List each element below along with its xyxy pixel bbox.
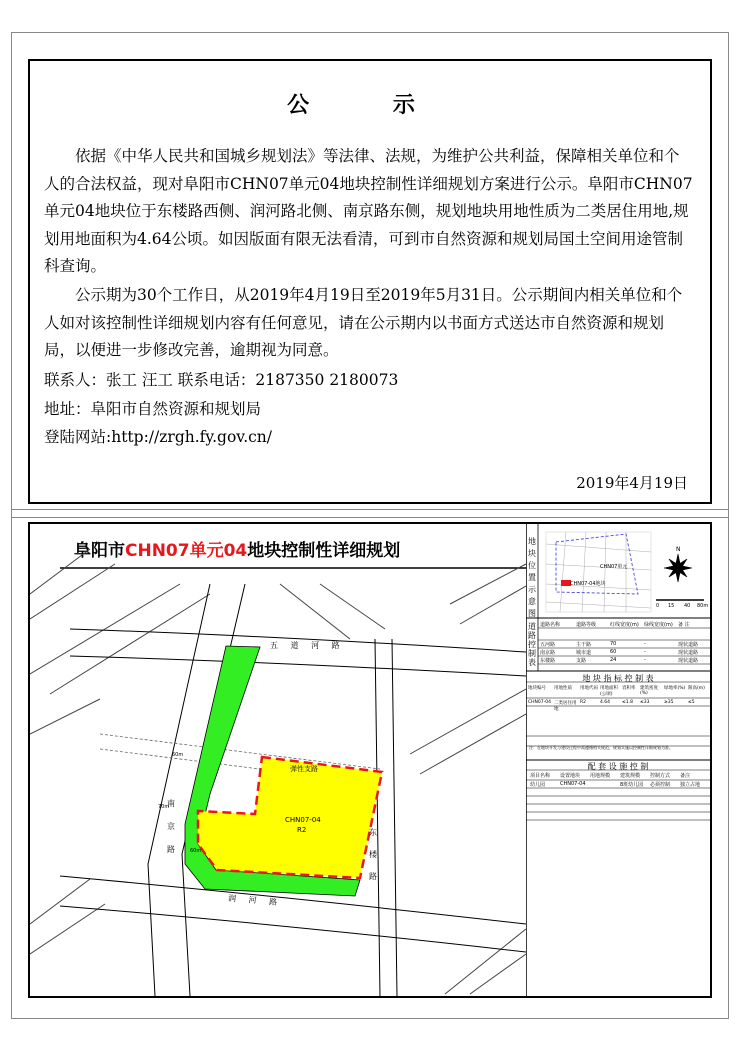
compass-north: N bbox=[676, 546, 681, 553]
facility-cell: 幼儿园 bbox=[530, 782, 546, 788]
facility-table-title: 配 套 设 施 控 制 bbox=[587, 762, 649, 771]
parcel-code-label: CHN07-04 bbox=[285, 816, 321, 824]
facility-cell bbox=[590, 781, 620, 788]
width-label-70: 70m bbox=[158, 804, 170, 810]
road-cell: 现状道路 bbox=[678, 658, 699, 664]
indicator-cell: ≤5 bbox=[688, 700, 695, 705]
indicator-cell: ≤33 bbox=[640, 700, 650, 705]
road-cell: 主干路 bbox=[576, 642, 592, 648]
road-cell: - bbox=[644, 657, 646, 663]
notice-paragraph-1: 依据《中华人民共和国城乡规划法》等法律、法规，为维护公共利益，保障相关单位和个人的合法权益，现对阜阳市CHN07单元04地块控制性详细规划方案进行公示。阜阳市CHN07单元04地块位于东楼路西侧、润河路北侧、南京路东侧，规划地块用地性质为二类居住用地,规划用地面积为4.64公顷。如因版面有限无法看清，可到市自然资源和规划局国土空间用途管制科查询。 bbox=[44, 147, 693, 276]
indicator-header: 限高(m) bbox=[688, 686, 705, 691]
road-cell: 城市道 bbox=[576, 650, 592, 656]
indicator-header: 绿地率(%) bbox=[664, 686, 686, 691]
facility-header: 项目名称 bbox=[530, 773, 551, 779]
road-header-4: 备 注 bbox=[678, 622, 690, 628]
road-cell: 支路 bbox=[576, 658, 587, 664]
road-cell: 现状道路 bbox=[678, 642, 699, 648]
branch-road-label: 弹性支路 bbox=[290, 765, 318, 773]
road-table-headers bbox=[540, 621, 710, 628]
road-label-north: 五 道 河 路 bbox=[270, 641, 345, 650]
indicator-table-headers bbox=[528, 685, 710, 697]
road-label-south: 润 河 路 bbox=[227, 893, 283, 908]
facility-cell: 独立占地 bbox=[680, 782, 701, 788]
notice-date: 2019年4月19日 bbox=[576, 474, 688, 492]
location-unit-label: CHN07单元 bbox=[600, 564, 628, 570]
road-cell: 24 bbox=[610, 657, 617, 663]
indicator-cell: ≤1.8 bbox=[622, 700, 633, 705]
indicator-cell: CHN07-04 bbox=[528, 700, 551, 705]
facility-header: 设置地块 bbox=[560, 773, 581, 779]
facility-header: 用地规模 bbox=[590, 773, 611, 779]
location-panel-label: 地块位置示意图 bbox=[528, 537, 536, 618]
location-parcel-label: CHN07-04地块 bbox=[570, 581, 606, 587]
indicator-header: 地块编号 bbox=[528, 686, 546, 691]
road-cell: 现状道路 bbox=[678, 650, 699, 656]
road-cell: 南京路 bbox=[540, 650, 556, 656]
indicator-header: 用地面积(公顷) bbox=[600, 686, 618, 697]
facility-cell: CHN07-04 bbox=[560, 781, 586, 787]
scale-80: 80m bbox=[697, 603, 709, 609]
notice-contact: 联系人：张工 汪工 联系电话：2187350 2180073 bbox=[44, 371, 399, 389]
parcel-use-label: R2 bbox=[297, 826, 307, 834]
road-row-1 bbox=[540, 649, 710, 656]
width-label-60: 60m bbox=[172, 752, 184, 758]
indicator-table-title: 地 块 指 标 控 制 表 bbox=[582, 674, 654, 683]
road-label-west: 南京路 bbox=[167, 799, 175, 854]
scale-0: 0 bbox=[656, 603, 660, 609]
plan-title-highlight: CHN07单元04 bbox=[125, 541, 248, 561]
road-cell: - bbox=[644, 649, 646, 655]
facility-header: 建筑规模 bbox=[620, 773, 641, 779]
facility-table-row bbox=[530, 781, 710, 788]
indicator-cell: R2 bbox=[580, 700, 586, 705]
indicator-cell: 4.64 bbox=[600, 700, 611, 705]
indicator-header: 用地性质 bbox=[554, 686, 572, 691]
road-cell: 五河路 bbox=[540, 642, 556, 648]
indicator-cell: 二类居住用地 bbox=[554, 701, 577, 712]
indicator-header: 建筑密度(%) bbox=[640, 686, 658, 696]
road-row-2 bbox=[540, 657, 710, 664]
plan-title-suffix: 地块控制性详细规划 bbox=[247, 541, 401, 561]
road-panel-label: 道路控制表 bbox=[528, 622, 536, 667]
road-header-0: 道路名称 bbox=[540, 622, 561, 628]
plan-map bbox=[30, 524, 526, 996]
indicator-header: 容积率 bbox=[622, 686, 636, 691]
scale-15: 15 bbox=[668, 603, 675, 609]
road-cell: 东楼路 bbox=[540, 658, 556, 664]
indicator-header: 用地代码 bbox=[580, 686, 598, 691]
width-label-60b: 60m bbox=[190, 848, 202, 854]
facility-cell: 必须控制 bbox=[650, 782, 671, 788]
road-header-1: 道路等级 bbox=[576, 622, 597, 628]
indicator-table-row bbox=[528, 700, 710, 712]
road-header-3: 绿线宽度(m) bbox=[644, 622, 673, 628]
plan-title-prefix: 阜阳市 bbox=[74, 541, 125, 561]
notice-address: 地址：阜阳市自然资源和规划局 bbox=[44, 400, 262, 418]
notice-website: 登陆网站:http://zrgh.fy.gov.cn/ bbox=[44, 428, 273, 446]
road-label-east: 东楼路 bbox=[369, 828, 377, 881]
facility-table-headers bbox=[530, 772, 710, 779]
facility-header: 控制方式 bbox=[650, 773, 671, 779]
facility-header: 备注 bbox=[680, 773, 691, 779]
indicator-cell: ≥35 bbox=[664, 700, 674, 705]
notice-title: 公 示 bbox=[287, 92, 453, 118]
indicator-table-note: 注：在地块开发与建设过程中需遵循相关规范，规划实施以控制性详细规划为准。 bbox=[529, 745, 673, 750]
notice-paragraph-2: 公示期为30个工作日，从2019年4月19日至2019年5月31日。公示期间内相关单位和个人如对该控制性详细规划内容有任何意见，请在公示期内以书面方式送达市自然资源和规划局，以便进一步修改完善，逾期视为同意。 bbox=[44, 286, 683, 360]
scale-40: 40 bbox=[684, 603, 691, 609]
road-cell: 70 bbox=[610, 641, 617, 647]
facility-cell: 8班幼儿园 bbox=[620, 782, 644, 788]
side-panels-grid bbox=[526, 524, 710, 996]
road-row-0 bbox=[540, 641, 710, 648]
road-cell: 60 bbox=[610, 649, 617, 655]
road-cell: - bbox=[644, 641, 646, 647]
road-header-2: 红线宽度(m) bbox=[610, 622, 639, 628]
